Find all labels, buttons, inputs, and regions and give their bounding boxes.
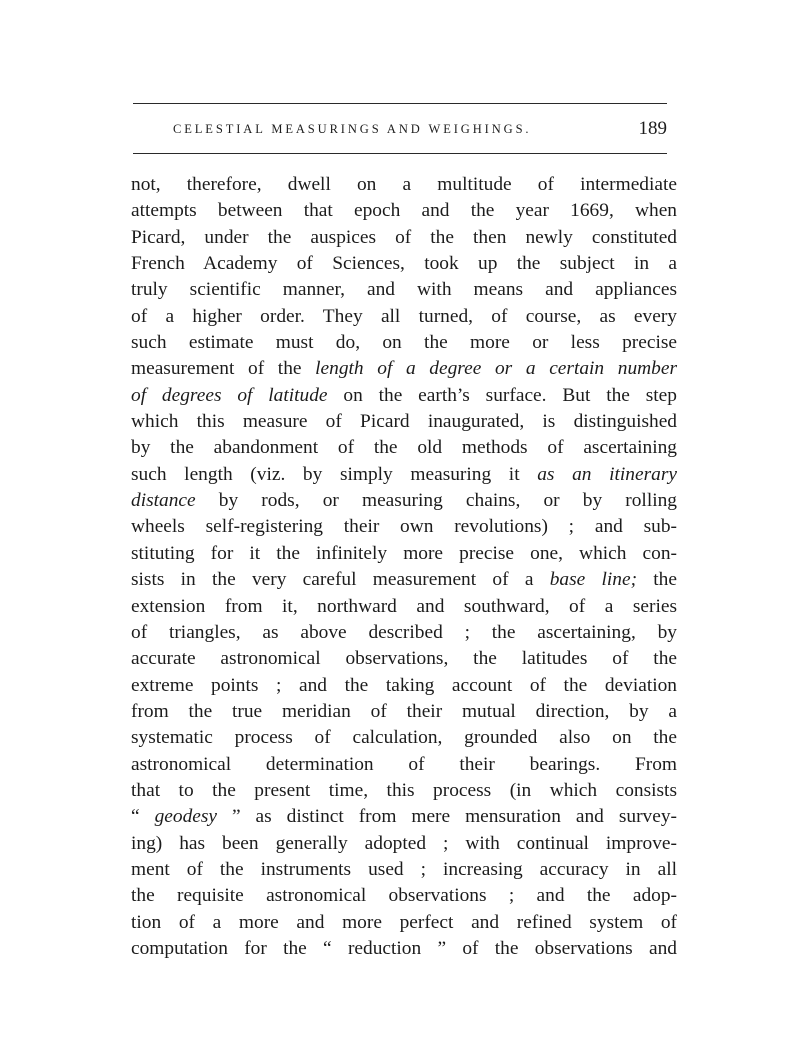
italic-text: length of a degree or a certain number (315, 358, 677, 380)
text-line (131, 857, 677, 883)
italic-text: of degrees of latitude (131, 384, 328, 406)
text-line (131, 804, 677, 830)
text-run: truly scientific manner, and with means and appliances (131, 279, 677, 301)
text-run: sists in the very careful measurement of a (131, 569, 550, 591)
text-line (131, 883, 677, 909)
italic-text: base line; (549, 569, 638, 591)
text-line (131, 462, 677, 488)
text-run: by rods, or measuring chains, or by rolling (195, 490, 677, 512)
text-run: the requisite astronomical observations ; and the adop- (131, 885, 677, 907)
text-run: extension from it, northward and southward, of a series (131, 595, 677, 617)
text-run: which this measure of Picard inaugurated, is distinguished (131, 411, 677, 433)
text-run: systematic process of calculation, grounded also on the (131, 727, 677, 749)
text-run: that to the present time, this process (in which consists (131, 779, 677, 801)
text-line (131, 752, 677, 778)
text-line (131, 356, 677, 382)
text-line (131, 567, 677, 593)
text-run: the (637, 569, 677, 591)
text-line (131, 699, 677, 725)
text-run: not, therefore, dwell on a multitude of intermediate (131, 174, 677, 195)
text-line (131, 172, 677, 198)
text-line (131, 251, 677, 277)
text-line (131, 778, 677, 804)
text-run: of a higher order. They all turned, of course, as every (131, 305, 677, 327)
running-title: CELESTIAL MEASURINGS AND WEIGHINGS. (173, 121, 532, 136)
text-run: stituting for it the infinitely more precise one, which con- (131, 542, 677, 564)
text-line (131, 435, 677, 461)
italic-text: geodesy (154, 806, 218, 828)
text-run: such estimate must do, on the more or less precise (131, 332, 677, 354)
body-paragraph (131, 172, 677, 962)
text-run: “ (131, 806, 155, 828)
text-line (131, 594, 677, 620)
text-run: wheels self-registering their own revolutions) ; and sub- (131, 516, 677, 538)
text-run: attempts between that epoch and the year 1669, when (131, 200, 677, 222)
text-line (131, 225, 677, 251)
text-run: ing) has been generally adopted ; with continual improve- (131, 832, 677, 854)
text-run: such length (viz. by simply measuring it (131, 463, 538, 485)
running-head (133, 112, 667, 146)
text-run: of triangles, as above described ; the ascertaining, by (131, 621, 677, 643)
text-line (131, 673, 677, 699)
page-number: 189 (638, 118, 667, 139)
text-run: from the true meridian of their mutual direction, by a (131, 700, 677, 722)
text-run: astronomical determination of their bearings. From (131, 753, 677, 775)
text-line (131, 514, 677, 540)
header-bottom-rule (133, 153, 667, 154)
italic-text: as an itinerary (537, 463, 678, 485)
text-run: ment of the instruments used ; increasing accuracy in all (131, 858, 677, 880)
text-line (131, 304, 677, 330)
text-line (131, 488, 677, 514)
text-run: accurate astronomical observations, the latitudes of the (131, 648, 677, 670)
header-top-rule (133, 103, 667, 104)
text-run: French Academy of Sciences, took up the subject in a (131, 253, 677, 275)
text-run: Picard, under the auspices of the then newly constituted (131, 226, 677, 248)
text-run: extreme points ; and the taking account of the deviation (131, 674, 677, 696)
text-line (131, 277, 677, 303)
text-line (131, 409, 677, 435)
text-line (131, 330, 677, 356)
text-line (131, 936, 677, 962)
text-run: measurement of the (131, 358, 316, 380)
text-line (131, 725, 677, 751)
text-line (131, 198, 677, 224)
text-run: tion of a more and more perfect and refined system of (131, 911, 677, 933)
text-line (131, 383, 677, 409)
text-line (131, 646, 677, 672)
text-run: ” as distinct from mere mensuration and survey- (217, 806, 677, 828)
text-run: on the earth’s surface. But the step (327, 384, 677, 406)
text-line (131, 910, 677, 936)
text-run: computation for the “ reduction ” of the observations and (131, 937, 677, 959)
text-line (131, 541, 677, 567)
italic-text: distance (131, 490, 196, 512)
text-line (131, 831, 677, 857)
text-line (131, 620, 677, 646)
text-run: by the abandonment of the old methods of ascertaining (131, 437, 677, 459)
